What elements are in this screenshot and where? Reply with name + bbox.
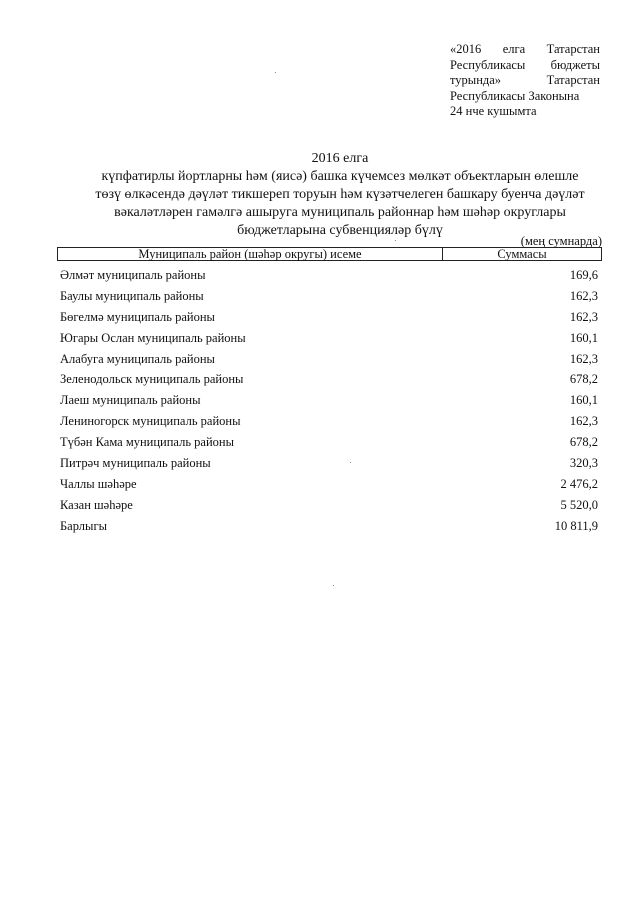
document-title bbox=[40, 150, 640, 240]
table-header bbox=[57, 247, 602, 261]
row-value: 678,2 bbox=[569, 372, 598, 387]
table-row bbox=[60, 307, 598, 328]
scan-speck bbox=[350, 462, 351, 463]
table-row bbox=[60, 369, 598, 390]
appendix-line-3: турында» Татарстан bbox=[450, 73, 600, 87]
row-name: Баулы муниципаль районы bbox=[60, 288, 204, 303]
table-row bbox=[60, 411, 598, 432]
table-row bbox=[60, 349, 598, 370]
table-row bbox=[60, 328, 598, 349]
table-row bbox=[60, 453, 598, 474]
title-line-2: төзү өлкәсендә дәүләт тикшереп торуын һәм күзәтчелеген башкару буенча дәүләт bbox=[95, 187, 585, 202]
title-line-3: вәкаләтләрен гамәлгә ашыруга муниципаль районнар һәм шәһәр округлары bbox=[114, 205, 566, 220]
row-value: 2 476,2 bbox=[560, 476, 598, 491]
row-name: Алабуга муниципаль районы bbox=[60, 351, 215, 366]
appendix-line-1: «2016 елга Татарстан bbox=[450, 42, 600, 56]
row-value: 162,3 bbox=[569, 309, 598, 324]
appendix-line-2: Республикасы бюджеты bbox=[450, 57, 600, 72]
header-name: Муниципаль район (шәһәр округы) исеме bbox=[58, 248, 443, 260]
title-year: 2016 елга bbox=[311, 151, 369, 166]
row-value: 169,6 bbox=[569, 267, 598, 282]
row-value: 160,1 bbox=[569, 330, 598, 345]
appendix-line-5: 24 нче кушымта bbox=[450, 104, 537, 118]
row-name: Түбән Кама муниципаль районы bbox=[60, 435, 234, 450]
row-value: 5 520,0 bbox=[560, 497, 598, 512]
header-sum: Суммасы bbox=[497, 247, 547, 261]
row-value: 162,3 bbox=[569, 351, 598, 366]
table-row bbox=[60, 286, 598, 307]
table-row bbox=[60, 432, 598, 453]
row-value: 162,3 bbox=[569, 288, 598, 303]
row-name: Лаеш муниципаль районы bbox=[60, 393, 201, 408]
row-name: Питрәч муниципаль районы bbox=[60, 455, 211, 470]
appendix-note bbox=[450, 42, 600, 120]
row-value: 10 811,9 bbox=[554, 518, 598, 533]
row-name: Барлыгы bbox=[60, 518, 107, 533]
row-name: Зеленодольск муниципаль районы bbox=[60, 372, 244, 387]
units-note: (мең сумнарда) bbox=[520, 234, 602, 248]
table-row bbox=[60, 265, 598, 286]
row-name: Әлмәт муниципаль районы bbox=[60, 267, 206, 282]
scan-speck bbox=[275, 72, 276, 73]
table-row bbox=[60, 474, 598, 495]
scan-speck bbox=[395, 240, 396, 241]
appendix-line-4: Республикасы Законына bbox=[450, 88, 580, 103]
row-value: 320,3 bbox=[569, 455, 598, 470]
row-value: 678,2 bbox=[569, 435, 598, 450]
row-name: Казан шәһәре bbox=[60, 497, 133, 512]
title-line-1: күпфатирлы йортларны һәм (яисә) башка күчемсез мөлкәт объектларын өлешле bbox=[101, 169, 579, 184]
row-name: Югары Ослан муниципаль районы bbox=[60, 330, 246, 345]
row-name: Чаллы шәһәре bbox=[60, 476, 137, 491]
table-body bbox=[60, 265, 598, 537]
scan-speck bbox=[333, 585, 334, 586]
table-row-total bbox=[60, 516, 598, 537]
row-name: Лениногорск муниципаль районы bbox=[60, 414, 241, 429]
title-line-4: бюджетларына субвенцияләр бүлү bbox=[237, 223, 443, 238]
row-value: 160,1 bbox=[569, 393, 598, 408]
row-value: 162,3 bbox=[569, 414, 598, 429]
table-row bbox=[60, 495, 598, 516]
row-name: Бөгелмә муниципаль районы bbox=[60, 309, 215, 324]
table-row bbox=[60, 390, 598, 411]
